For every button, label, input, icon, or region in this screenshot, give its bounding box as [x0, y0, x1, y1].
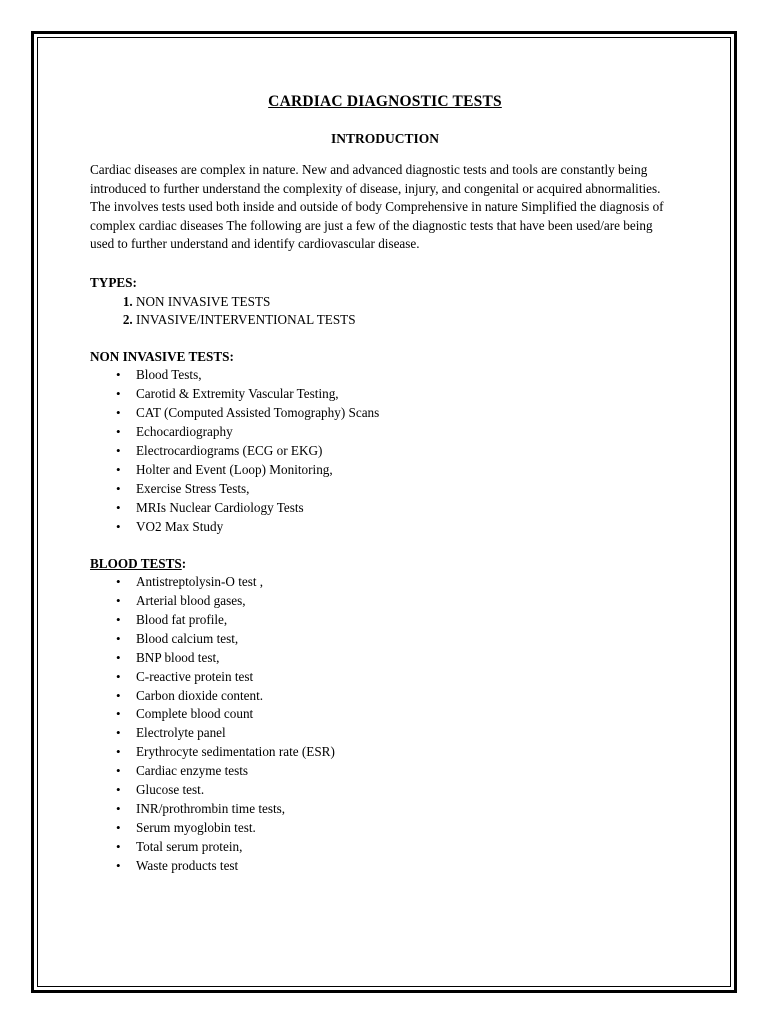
list-item: • Serum myoglobin test. — [136, 819, 680, 838]
list-item: • Waste products test — [136, 857, 680, 876]
non-invasive-list — [90, 366, 680, 536]
list-item: • Erythrocyte sedimentation rate (ESR) — [136, 743, 680, 762]
blood-tests-heading-row — [90, 555, 680, 574]
introduction-heading: INTRODUCTION — [330, 131, 439, 146]
list-item: • Antistreptolysin-O test , — [136, 573, 680, 592]
list-item: • Blood calcium test, — [136, 630, 680, 649]
list-item: • Complete blood count — [136, 705, 680, 724]
list-item: • Carbon dioxide content. — [136, 687, 680, 706]
list-item: • Glucose test. — [136, 781, 680, 800]
list-item: • Carotid & Extremity Vascular Testing, — [136, 385, 680, 404]
list-item: • CAT (Computed Assisted Tomography) Scans — [136, 404, 680, 423]
list-item: • Echocardiography — [136, 423, 680, 442]
blood-tests-heading: BLOOD TESTS — [90, 555, 182, 571]
list-item: • BNP blood test, — [136, 649, 680, 668]
list-item: • Holter and Event (Loop) Monitoring, — [136, 461, 680, 480]
types-list — [90, 293, 680, 330]
list-item: • Total serum protein, — [136, 838, 680, 857]
list-item: • C-reactive protein test — [136, 668, 680, 687]
document-body — [90, 92, 680, 894]
list-item: • Arterial blood gases, — [136, 592, 680, 611]
list-item: 1. NON INVASIVE TESTS — [136, 293, 680, 312]
non-invasive-heading: NON INVASIVE TESTS: — [90, 348, 234, 364]
list-item: • Electrocardiograms (ECG or EKG) — [136, 442, 680, 461]
list-item: • Cardiac enzyme tests — [136, 762, 680, 781]
introduction-paragraph: Cardiac diseases are complex in nature. New and advanced diagnostic tests and tools are constantly being introduced to further understand the complexity of disease, injury, and congenital or acquired abnormalities. The involves tests used both inside and outside of body Comprehensive in nature Simplified the diagnosis of complex cardiac diseases The following are just a few of the diagnostic tests that have been used/are being used to further understand and identify cardiovascular disease. — [90, 162, 664, 252]
blood-tests-list — [90, 573, 680, 876]
list-item: • Blood fat profile, — [136, 611, 680, 630]
list-item: 2. INVASIVE/INTERVENTIONAL TESTS — [136, 311, 680, 330]
list-item: • Exercise Stress Tests, — [136, 480, 680, 499]
types-heading: TYPES: — [90, 274, 137, 290]
list-item: • MRIs Nuclear Cardiology Tests — [136, 499, 680, 518]
list-item: • INR/prothrombin time tests, — [136, 800, 680, 819]
blood-tests-heading-colon: : — [181, 555, 187, 571]
document-title: CARDIAC DIAGNOSTIC TESTS — [268, 93, 502, 110]
list-item: • Blood Tests, — [136, 366, 680, 385]
list-item: • VO2 Max Study — [136, 518, 680, 537]
list-item: • Electrolyte panel — [136, 724, 680, 743]
